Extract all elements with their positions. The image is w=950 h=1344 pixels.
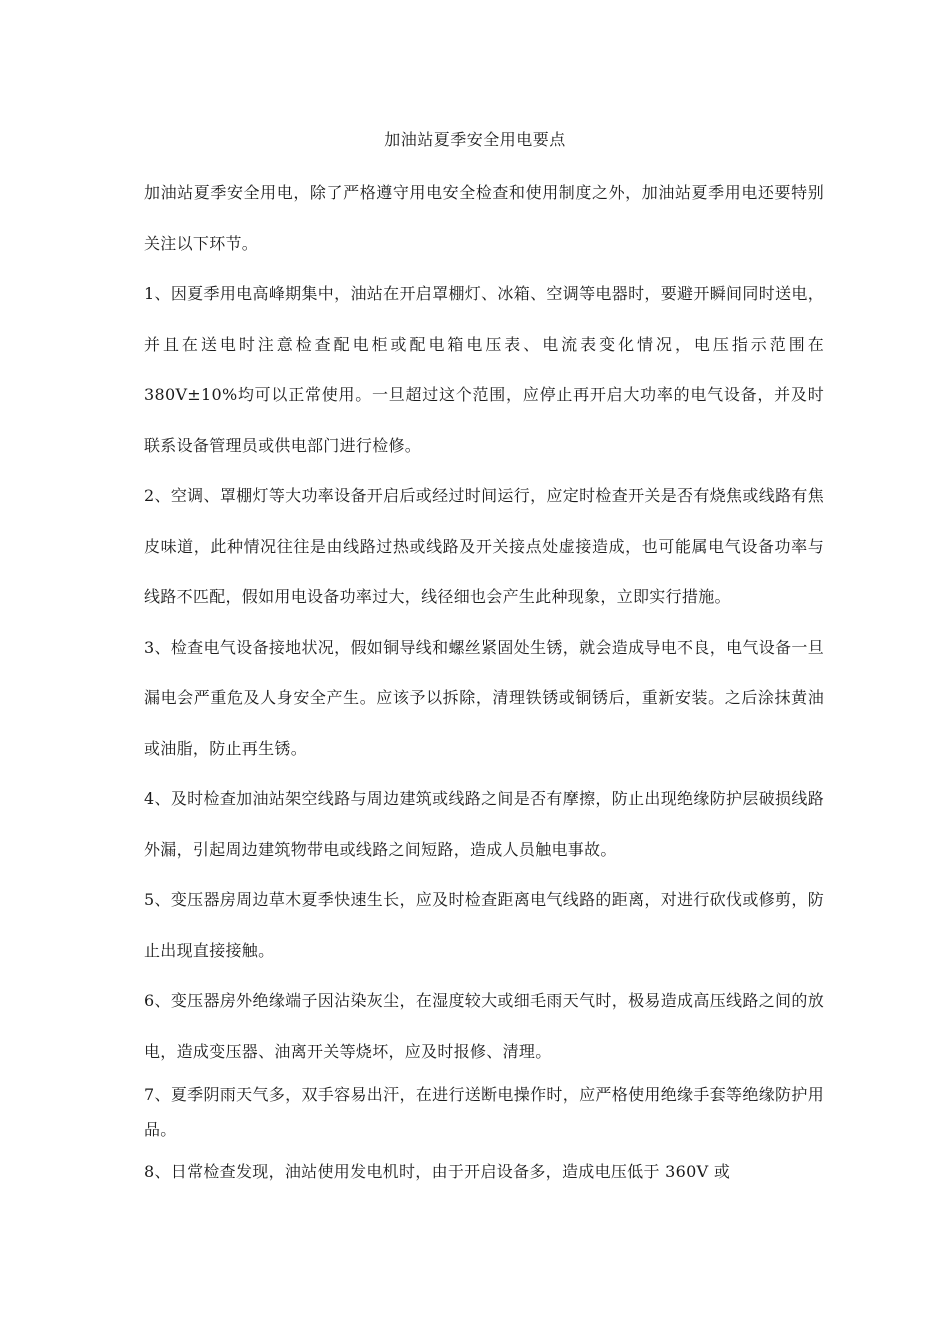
item-2-paragraph: 2、空调、罩棚灯等大功率设备开启后或经过时间运行，应定时检查开关是否有烧焦或线路有焦皮味道，此种情况往往是由线路过热或线路及开关接点处虚接造成，也可能属电气设备功率与线路不匹配，假如用电设备功率过大，线径细也会产生此种现象，立即实行措施。 — [144, 486, 824, 606]
item-5-paragraph: 5、变压器房周边草木夏季快速生长，应及时检查距离电气线路的距离，对进行砍伐或修剪，防止出现直接接触。 — [144, 890, 824, 960]
item-4-paragraph: 4、及时检查加油站架空线路与周边建筑或线路之间是否有摩擦，防止出现绝缘防护层破损线路外漏，引起周边建筑物带电或线路之间短路，造成人员触电事故。 — [144, 789, 824, 859]
item-6-paragraph: 6、变压器房外绝缘端子因沾染灰尘，在湿度较大或细毛雨天气时，极易造成高压线路之间的放电，造成变压器、油离开关等烧坏，应及时报修、清理。 — [144, 991, 824, 1061]
item-3-paragraph: 3、检查电气设备接地状况，假如铜导线和螺丝紧固处生锈，就会造成导电不良，电气设备一旦漏电会严重危及人身安全产生。应该予以拆除，清理铁锈或铜锈后，重新安装。之后涂抹黄油或油脂，防止再生锈。 — [144, 637, 824, 758]
item-8-paragraph: 8、日常检查发现，油站使用发电机时，由于开启设备多，造成电压低于 360V 或 — [144, 1162, 731, 1181]
intro-paragraph: 加油站夏季安全用电，除了严格遵守用电安全检查和使用制度之外，加油站夏季用电还要特别关注以下环节。 — [144, 183, 824, 253]
document-body — [144, 168, 824, 1198]
document-title: 加油站夏季安全用电要点 — [384, 130, 566, 149]
item-7-paragraph: 7、夏季阴雨天气多，双手容易出汗，在进行送断电操作时，应严格使用绝缘手套等绝缘防护用品。 — [144, 1085, 824, 1139]
item-1-paragraph: 1、因夏季用电高峰期集中，油站在开启罩棚灯、冰箱、空调等电器时，要避开瞬间同时送电，并且在送电时注意检查配电柜或配电箱电压表、电流表变化情况，电压指示范围在380V±10%均可以正常使用。一旦超过这个范围，应停止再开启大功率的电气设备，并及时联系设备管理员或供电部门进行检修。 — [144, 284, 824, 455]
